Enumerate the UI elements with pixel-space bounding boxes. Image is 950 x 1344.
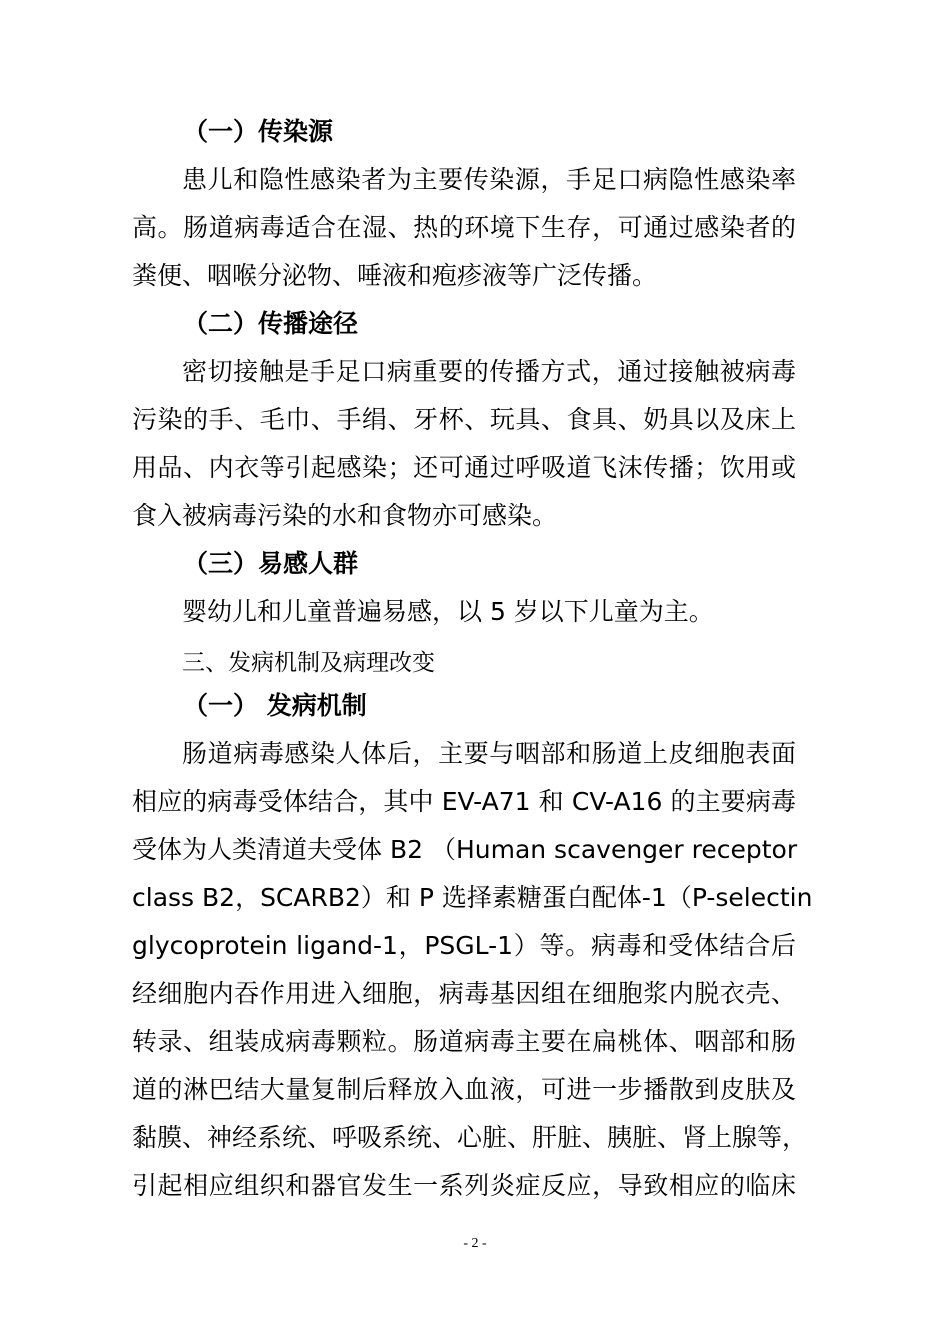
section-heading-mechanism: （一） 发病机制 xyxy=(183,691,367,720)
paragraph-line: 粪便、咽喉分泌物、唾液和疱疹液等广泛传播。 xyxy=(132,261,658,290)
paragraph-line: 相应的病毒受体结合，其中 EV-A71 和 CV-A16 的主要病毒 xyxy=(132,787,796,816)
paragraph-line: 受体为人类清道夫受体 B2 （Human scavenger receptor xyxy=(132,835,798,864)
paragraph-line: 污染的手、毛巾、手绢、牙杯、玩具、食具、奶具以及床上 xyxy=(132,405,796,434)
page-number: - 2 - xyxy=(463,1236,487,1251)
paragraph-line: 黏膜、神经系统、呼吸系统、心脏、肝脏、胰脏、肾上腺等， xyxy=(132,1123,808,1152)
section-heading-infection-source: （一）传染源 xyxy=(183,117,334,146)
paragraph-line: 患儿和隐性感染者为主要传染源，手足口病隐性感染率 xyxy=(182,165,796,194)
paragraph-line: 食入被病毒污染的水和食物亦可感染。 xyxy=(132,501,558,530)
paragraph-line: class B2，SCARB2）和 P 选择素糖蛋白配体-1（P-selectin xyxy=(132,883,813,912)
paragraph-line: 经细胞内吞作用进入细胞，病毒基因组在细胞浆内脱衣壳、 xyxy=(132,979,796,1008)
paragraph-line: 转录、组装成病毒颗粒。肠道病毒主要在扁桃体、咽部和肠 xyxy=(132,1027,796,1056)
paragraph-line: 密切接触是手足口病重要的传播方式，通过接触被病毒 xyxy=(182,357,796,386)
paragraph-line: glycoprotein ligand-1，PSGL-1）等。病毒和受体结合后 xyxy=(132,931,796,960)
paragraph-line: 高。肠道病毒适合在湿、热的环境下生存，可通过感染者的 xyxy=(132,213,796,242)
paragraph-line: 用品、内衣等引起感染；还可通过呼吸道飞沫传播；饮用或 xyxy=(132,453,796,482)
paragraph-line: 婴幼儿和儿童普遍易感，以 5 岁以下儿童为主。 xyxy=(182,597,714,626)
paragraph-line: 肠道病毒感染人体后，主要与咽部和肠道上皮细胞表面 xyxy=(182,739,796,768)
section-heading-susceptible-population: （三）易感人群 xyxy=(183,549,359,578)
paragraph-line: 引起相应组织和器官发生一系列炎症反应，导致相应的临床 xyxy=(132,1171,796,1200)
paragraph-line: 道的淋巴结大量复制后释放入血液，可进一步播散到皮肤及 xyxy=(132,1075,796,1104)
section-heading-transmission-route: （二）传播途径 xyxy=(183,309,359,338)
chapter-heading-pathogenesis: 三、发病机制及病理改变 xyxy=(182,650,435,676)
